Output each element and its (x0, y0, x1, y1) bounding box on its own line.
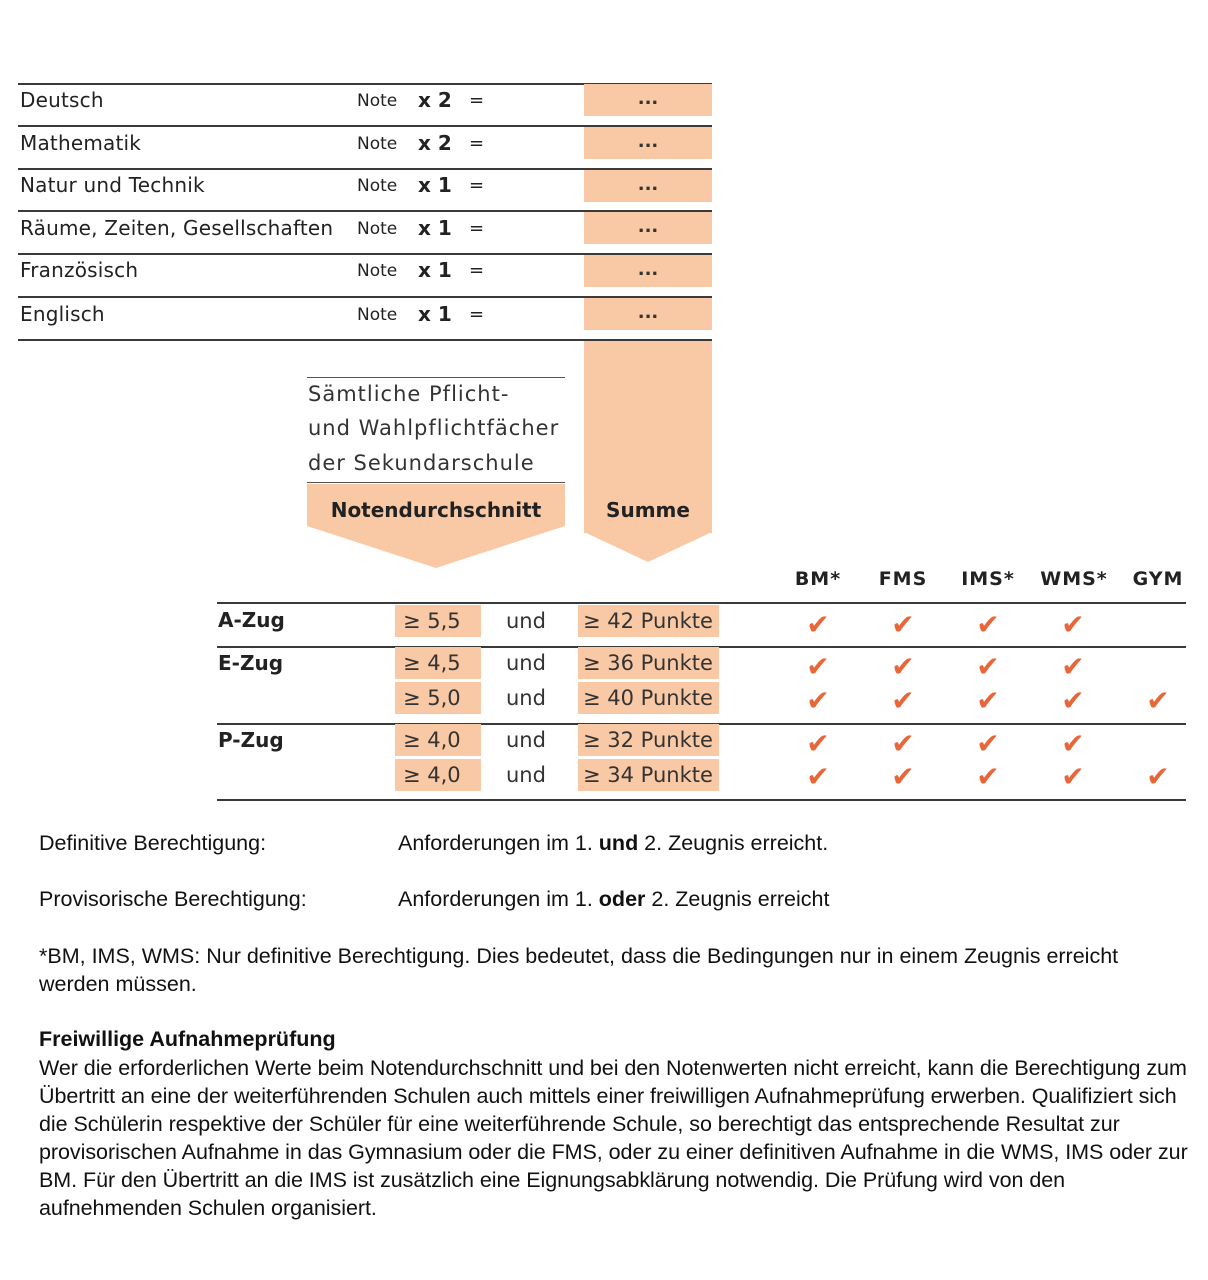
points-requirement: ≥ 34 Punkte (578, 759, 719, 791)
subject-name: Mathematik (20, 131, 142, 155)
exam-body: Wer die erforderlichen Werte beim Notendurchschnitt und bei den Notenwerten nicht erreicht, kann die Berechtigung zum Übertritt an eine der weiterführenden Schulen auch mittels einer freiwilligen Aufnahmeprüfung erwerben. Qualifiziert sich die Schülerin respektive der Schüler für eine weiterführende Schule, so berechtigt das entsprechende Resultat zur provisorischen Aufnahme in das Gymnasium oder die FMS, oder zu einer definitiven Aufnahme in die WMS, IMS oder zur BM. Für den Übertritt an die IMS ist zusätzlich eine Eignungsabklärung notwendig. Die Prüfung wird von den aufnehmenden Schulen organisiert. (39, 1056, 1188, 1220)
und-text: und (506, 763, 546, 787)
subject-name: Englisch (20, 302, 105, 326)
average-requirement: ≥ 5,0 (395, 682, 481, 714)
points-requirement: ≥ 42 Punkte (578, 605, 719, 637)
summe-arrow (584, 532, 712, 564)
average-requirement: ≥ 4,0 (395, 724, 481, 756)
equals-sign: = (469, 218, 485, 239)
zug-label: E-Zug (218, 651, 284, 675)
result-field: ... (584, 170, 712, 202)
points-requirement: ≥ 32 Punkte (578, 724, 719, 756)
equals-sign: = (469, 90, 485, 111)
check-icon: ✔ (806, 760, 830, 793)
average-requirement: ≥ 4,0 (395, 759, 481, 791)
check-icon: ✔ (1061, 727, 1085, 760)
note-label: Note (357, 134, 398, 154)
divider (217, 799, 1186, 801)
check-icon: ✔ (806, 684, 830, 717)
result-field: ... (584, 255, 712, 287)
result-field: ... (584, 212, 712, 244)
und-text: und (506, 609, 546, 633)
check-icon: ✔ (1061, 608, 1085, 641)
notendurchschnitt-arrow (307, 484, 565, 570)
check-icon: ✔ (976, 650, 1000, 683)
equals-sign: = (469, 304, 485, 325)
exam-heading: Freiwillige Aufnahmeprüfung (39, 1027, 336, 1051)
pflicht-text-line3: der Sekundarschule (308, 451, 535, 475)
result-field: ... (584, 298, 712, 330)
definitive-label: Definitive Berechtigung: (39, 831, 267, 855)
footnote: *BM, IMS, WMS: Nur definitive Berechtigung. Dies bedeutet, dass die Bedingungen nur in einem Zeugnis erreicht werden müssen. (39, 944, 1119, 996)
equals-sign: = (469, 175, 485, 196)
subject-name: Räume, Zeiten, Gesellschaften (20, 216, 334, 240)
equals-sign: = (469, 260, 485, 281)
definitive-text: Anforderungen im 1. und 2. Zeugnis erreicht. (398, 831, 829, 855)
note-label: Note (357, 219, 398, 239)
average-requirement: ≥ 5,5 (395, 605, 481, 637)
multiplier: x 2 (418, 131, 452, 155)
subject-name: Deutsch (20, 88, 104, 112)
note-label: Note (357, 91, 398, 111)
check-icon: ✔ (1146, 760, 1170, 793)
notendurchschnitt-label: Notendurchschnitt (330, 498, 542, 522)
und-text: und (506, 686, 546, 710)
check-icon: ✔ (976, 684, 1000, 717)
und-text: und (506, 728, 546, 752)
check-icon: ✔ (891, 727, 915, 760)
divider (217, 602, 1186, 604)
result-field: ... (584, 84, 712, 116)
check-icon: ✔ (1061, 760, 1085, 793)
note-label: Note (357, 305, 398, 325)
check-icon: ✔ (1061, 650, 1085, 683)
equals-sign: = (469, 133, 485, 154)
check-icon: ✔ (976, 760, 1000, 793)
summe-label: Summe (606, 498, 690, 522)
note-label: Note (357, 176, 398, 196)
col-header-ims: IMS* (961, 568, 1015, 590)
check-icon: ✔ (806, 727, 830, 760)
check-icon: ✔ (806, 650, 830, 683)
pflicht-text-line1: Sämtliche Pflicht- (308, 382, 510, 406)
check-icon: ✔ (806, 608, 830, 641)
note-label: Note (357, 261, 398, 281)
col-header-fms: FMS (878, 568, 928, 590)
zug-label: P-Zug (218, 728, 284, 752)
multiplier: x 1 (418, 302, 452, 326)
check-icon: ✔ (976, 727, 1000, 760)
check-icon: ✔ (891, 608, 915, 641)
check-icon: ✔ (891, 760, 915, 793)
col-header-bm: BM* (794, 568, 842, 590)
zug-label: A-Zug (218, 608, 285, 632)
result-field: ... (584, 127, 712, 159)
subject-name: Natur und Technik (20, 173, 205, 197)
divider (307, 377, 565, 378)
average-requirement: ≥ 4,5 (395, 647, 481, 679)
provisorisch-label: Provisorische Berechtigung: (39, 887, 307, 911)
check-icon: ✔ (891, 684, 915, 717)
und-text: und (506, 651, 546, 675)
col-header-wms: WMS* (1040, 568, 1108, 590)
check-icon: ✔ (1146, 684, 1170, 717)
multiplier: x 2 (418, 88, 452, 112)
check-icon: ✔ (891, 650, 915, 683)
check-icon: ✔ (1061, 684, 1085, 717)
provisorisch-text: Anforderungen im 1. oder 2. Zeugnis erreicht (398, 887, 830, 911)
multiplier: x 1 (418, 258, 452, 282)
multiplier: x 1 (418, 216, 452, 240)
pflicht-text-line2: und Wahlpflichtfächer (308, 416, 560, 440)
check-icon: ✔ (976, 608, 1000, 641)
subject-name: Französisch (20, 258, 139, 282)
multiplier: x 1 (418, 173, 452, 197)
points-requirement: ≥ 36 Punkte (578, 647, 719, 679)
divider (307, 482, 565, 483)
points-requirement: ≥ 40 Punkte (578, 682, 719, 714)
col-header-gym: GYM (1132, 568, 1184, 590)
